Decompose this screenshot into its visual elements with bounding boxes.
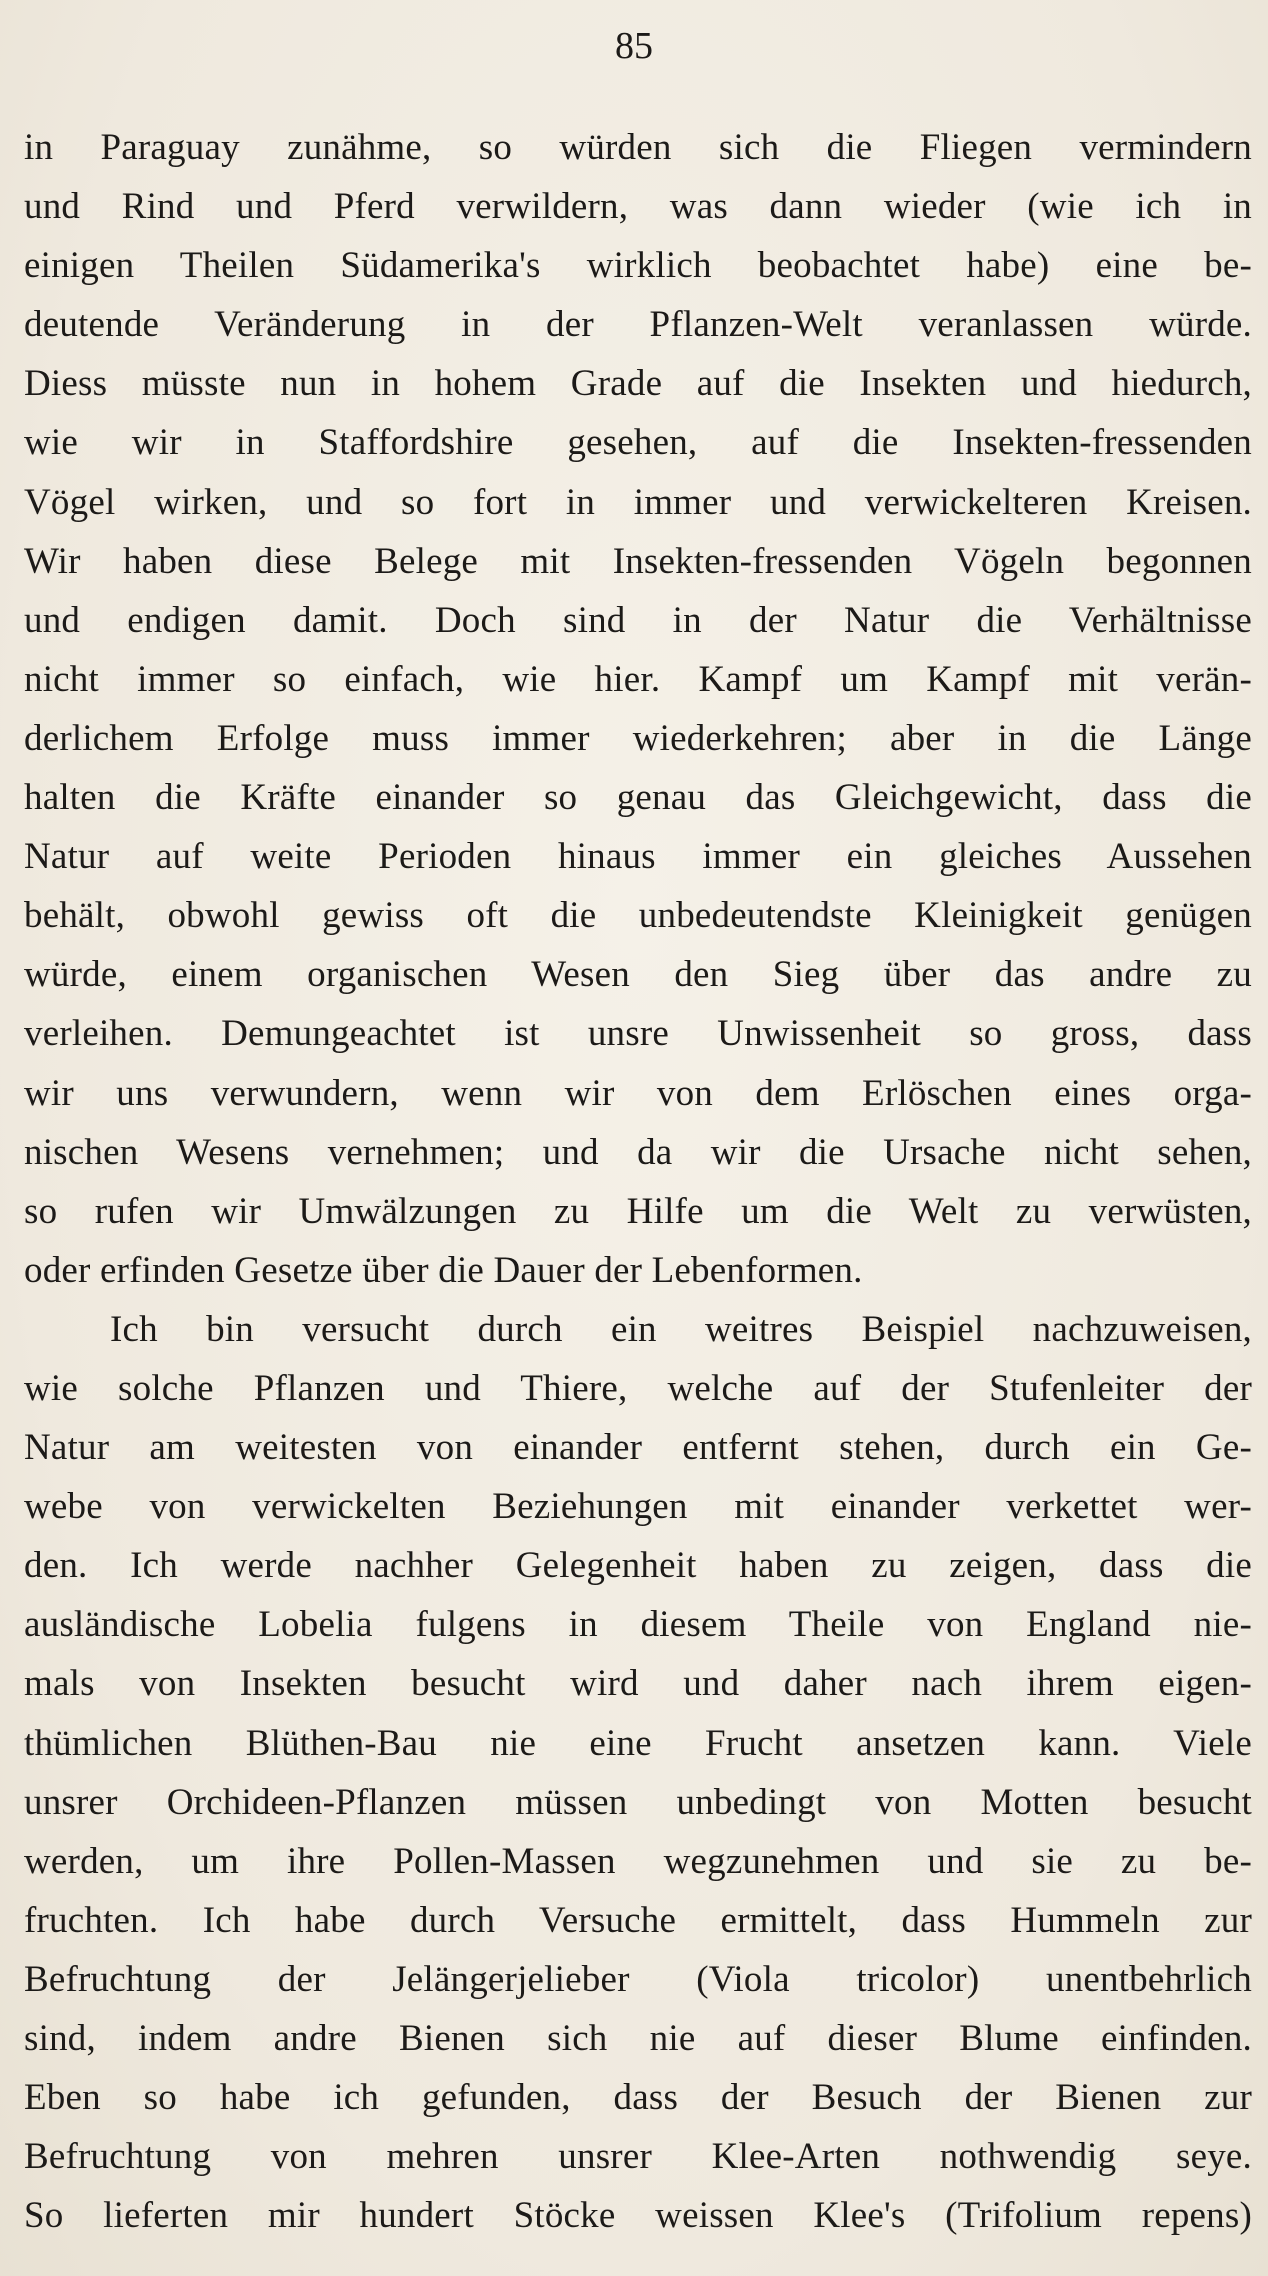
text-line: und Rind und Pferd verwildern, was dann wieder (wie ich in [24, 186, 1252, 228]
text-line: nischen Wesens vernehmen; und da wir die Ursache nicht sehen, [24, 1131, 1252, 1173]
text-line: verleihen. Demungeachtet ist unsre Unwissenheit so gross, dass [24, 1013, 1252, 1055]
text-line: und endigen damit. Doch sind in der Natur die Verhältnisse [24, 599, 1252, 641]
text-line: deutende Veränderung in der Pflanzen-Welt veranlassen würde. [24, 304, 1252, 346]
text-line: mals von Insekten besucht wird und daher nach ihrem eigen- [24, 1663, 1252, 1705]
paragraph-start-line: Ich bin versucht durch ein weitres Beispiel nachzuweisen, [110, 1308, 1252, 1350]
text-line: Vögel wirken, und so fort in immer und verwickelteren Kreisen. [24, 481, 1252, 523]
text-line: behält, obwohl gewiss oft die unbedeutendste Kleinigkeit genügen [24, 895, 1252, 937]
text-line: werden, um ihre Pollen-Massen wegzunehmen und sie zu be- [24, 1840, 1252, 1882]
page-number: 85 [615, 25, 653, 67]
text-line: den. Ich werde nachher Gelegenheit haben zu zeigen, dass die [24, 1545, 1252, 1587]
text-line: Diess müsste nun in hohem Grade auf die Insekten und hiedurch, [24, 363, 1252, 405]
text-line: Natur auf weite Perioden hinaus immer ein gleiches Aussehen [24, 836, 1252, 878]
text-line: Befruchtung der Jelängerjelieber (Viola tricolor) unentbehrlich [24, 1958, 1252, 2000]
text-line: wir uns verwundern, wenn wir von dem Erlöschen eines orga- [24, 1072, 1252, 1114]
text-line: halten die Kräfte einander so genau das Gleichgewicht, dass die [24, 777, 1252, 819]
text-line: in Paraguay zunähme, so würden sich die Fliegen vermindern [24, 127, 1252, 168]
text-line: sind, indem andre Bienen sich nie auf dieser Blume einfinden. [24, 2018, 1252, 2059]
text-line: würde, einem organischen Wesen den Sieg über das andre zu [24, 954, 1252, 996]
body-text [24, 118, 1252, 2245]
text-line: thümlichen Blüthen-Bau nie eine Frucht ansetzen kann. Viele [24, 1722, 1252, 1764]
text-line: wie wir in Staffordshire gesehen, auf die Insekten-fressenden [24, 422, 1252, 464]
text-line: einigen Theilen Südamerika's wirklich beobachtet habe) eine be- [24, 245, 1252, 287]
text-line: derlichem Erfolge muss immer wiederkehren; aber in die Länge [24, 717, 1252, 759]
text-line: So lieferten mir hundert Stöcke weissen Klee's (Trifolium repens) [24, 2195, 1252, 2237]
text-line: ausländische Lobelia fulgens in diesem Theile von England nie- [24, 1604, 1252, 1646]
text-line: fruchten. Ich habe durch Versuche ermittelt, dass Hummeln zur [24, 1899, 1252, 1941]
text-line: Natur am weitesten von einander entfernt stehen, durch ein Ge- [24, 1427, 1252, 1469]
text-line: nicht immer so einfach, wie hier. Kampf um Kampf mit verän- [24, 658, 1252, 700]
text-line: Eben so habe ich gefunden, dass der Besuch der Bienen zur [24, 2077, 1252, 2119]
paragraph-end-line: oder erfinden Gesetze über die Dauer der Lebenformen. [24, 1249, 863, 1291]
text-line: Befruchtung von mehren unsrer Klee-Arten nothwendig seye. [24, 2136, 1252, 2178]
text-line: so rufen wir Umwälzungen zu Hilfe um die Welt zu verwüsten, [24, 1190, 1252, 1232]
text-line: wie solche Pflanzen und Thiere, welche auf der Stufenleiter der [24, 1367, 1252, 1409]
text-line: Wir haben diese Belege mit Insekten-fressenden Vögeln begonnen [24, 540, 1252, 582]
text-line: webe von verwickelten Beziehungen mit einander verkettet wer- [24, 1486, 1252, 1528]
text-line: unsrer Orchideen-Pflanzen müssen unbedingt von Motten besucht [24, 1781, 1252, 1823]
